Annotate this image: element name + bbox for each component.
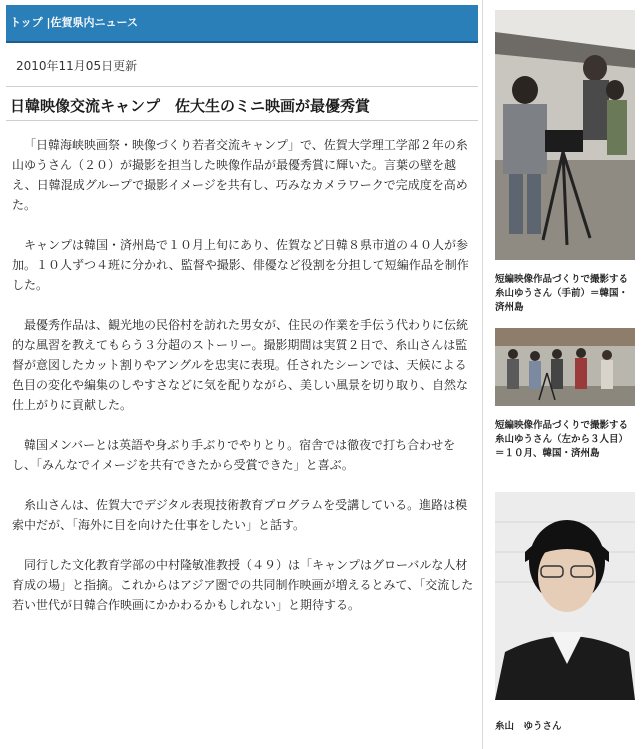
breadcrumb — [10, 14, 138, 30]
article-paragraph: 最優秀作品は、観光地の民俗村を訪れた男女が、住民の作業を手伝う代わりに伝統的な風習を教えてもらう３分超のストーリー。撮影期間は実質２日で、糸山さんは監督が意図したカット割りやアングルを忠実に表現。任されたシーンでは、天候による色目の変化や編集のしやすさなどに気を配りながら、美しい風景を切り取り、自然な仕上がりに貢献した。 — [12, 318, 469, 412]
article-body — [12, 135, 478, 635]
photo-caption: 短編映像作品づくりで撮影する糸山ゆうさん（左から３人目）＝１０月、韓国・済州島 — [495, 420, 629, 459]
photo-caption: 糸山 ゆうさん — [495, 721, 562, 732]
divider — [6, 120, 478, 121]
photo-filming-closeup[interactable] — [495, 10, 635, 260]
photo-portrait[interactable] — [495, 492, 635, 700]
photo-group-filming[interactable] — [495, 328, 635, 406]
article-headline: 日韓映像交流キャンプ 佐大生のミニ映画が最優秀賞 — [10, 97, 371, 115]
photo-sidebar — [487, 0, 644, 749]
column-divider — [482, 0, 483, 749]
breadcrumb-separator: | — [42, 16, 51, 29]
breadcrumb-home-link[interactable]: トップ — [10, 16, 43, 29]
article-paragraph: キャンプは韓国・済州島で１０月上旬にあり、佐賀など日韓８県市道の４０人が参加。１０人ずつ４班に分かれ、監督や撮影、俳優など役割を分担して短編作品を制作した。 — [12, 238, 469, 292]
photo-caption: 短編映像作品づくりで撮影する糸山ゆうさん（手前）＝韓国・済州島 — [495, 274, 629, 313]
article-paragraph: 同行した文化教育学部の中村隆敏准教授（４９）は「キャンプはグローバルな人材育成の場」と指摘。これからはアジア圏での共同制作映画が増えるとみて、「交流した若い世代が日韓合作映画にかかわるかもしれない」と期待する。 — [12, 558, 474, 612]
breadcrumb-section-link[interactable]: 佐賀県内ニュース — [50, 16, 138, 29]
divider — [6, 86, 478, 87]
article-paragraph: 韓国メンバーとは英語や身ぶり手ぶりでやりとり。宿舎では徹夜で打ち合わせをし、「みんなでイメージを共有できたから受賞できた」と喜ぶ。 — [12, 438, 456, 472]
article-paragraph: 「日韓海峡映画祭・映像づくり若者交流キャンプ」で、佐賀大学理工学部２年の糸山ゆうさん（２０）が撮影を担当した映像作品が最優秀賞に輝いた。言葉の壁を越え、日韓混成グループで撮影イメージを共有し、巧みなカメラワークで完成度を高めた。 — [12, 138, 468, 212]
section-header-bar — [6, 5, 478, 43]
updated-date: 2010年11月05日更新 — [16, 59, 138, 73]
article-paragraph: 糸山さんは、佐賀大でデジタル表現技術教育プログラムを受講している。進路は模索中だが、「海外に目を向けた仕事をしたい」と話す。 — [12, 498, 468, 532]
